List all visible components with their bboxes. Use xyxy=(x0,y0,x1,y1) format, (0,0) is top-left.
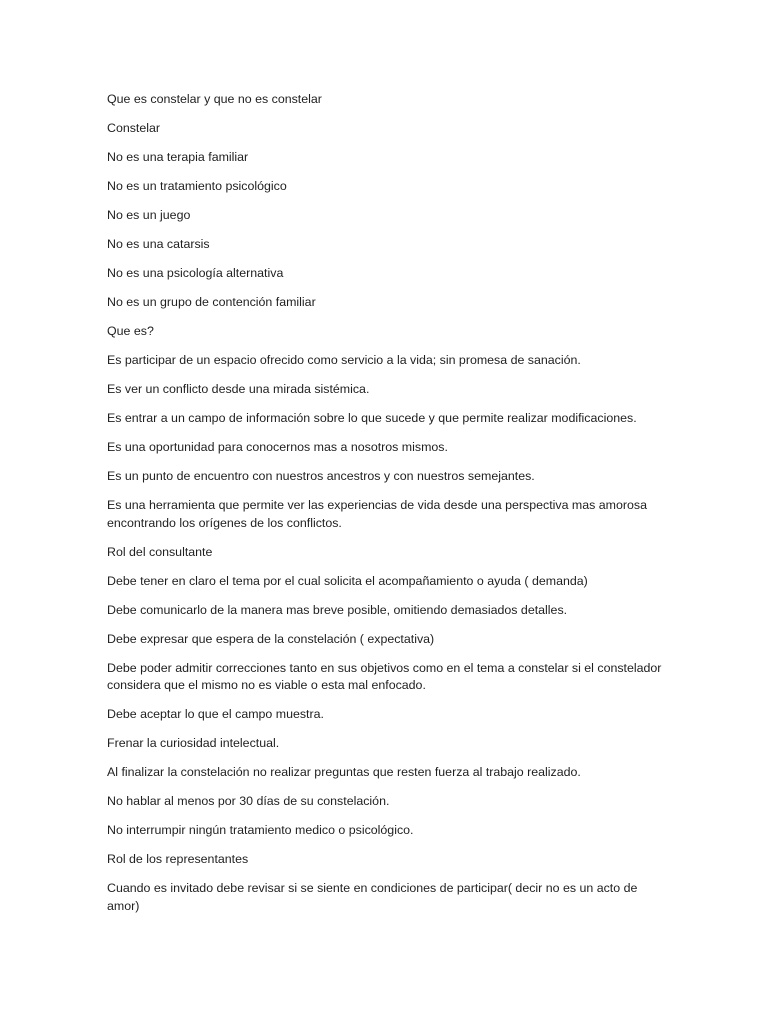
document-title: Que es constelar y que no es constelar xyxy=(107,92,322,106)
document-page xyxy=(107,91,667,927)
list-item: Es ver un conflicto desde una mirada sistémica. xyxy=(107,382,370,396)
list-item: No es una catarsis xyxy=(107,237,210,251)
list-item: Debe expresar que espera de la constelación ( expectativa) xyxy=(107,631,435,646)
section-heading-rol-representantes: Rol de los representantes xyxy=(107,852,249,866)
list-item: No es un tratamiento psicológico xyxy=(107,179,287,193)
list-item: Es un punto de encuentro con nuestros ancestros y con nuestros semejantes. xyxy=(107,469,535,483)
list-item: Debe tener en claro el tema por el cual solicita el acompañamiento o ayuda ( demanda) xyxy=(107,573,588,588)
list-item: No hablar al menos por 30 días de su constelación. xyxy=(107,794,390,808)
list-item: Frenar la curiosidad intelectual. xyxy=(107,736,280,750)
list-item: Cuando es invitado debe revisar si se siente en condiciones de participar( decir no es un acto de amor) xyxy=(107,881,638,913)
list-item: No es una psicología alternativa xyxy=(107,266,284,280)
section-heading-constelar: Constelar xyxy=(107,121,161,135)
list-item: Es una oportunidad para conocernos mas a nosotros mismos. xyxy=(107,440,448,454)
section-heading-rol-consultante: Rol del consultante xyxy=(107,544,213,559)
list-item: No es un juego xyxy=(107,208,191,222)
list-item: No interrumpir ningún tratamiento medico o psicológico. xyxy=(107,823,414,837)
list-item: Es una herramienta que permite ver las experiencias de vida desde una perspectiva mas amorosa encontrando los orígenes de los conflictos. xyxy=(107,498,647,530)
section-heading-que-es: Que es? xyxy=(107,324,154,338)
list-item: Es participar de un espacio ofrecido como servicio a la vida; sin promesa de sanación. xyxy=(107,353,581,367)
list-item: Debe comunicarlo de la manera mas breve posible, omitiendo demasiados detalles. xyxy=(107,602,568,617)
list-item: Es entrar a un campo de información sobre lo que sucede y que permite realizar modificaciones. xyxy=(107,411,637,425)
list-item: No es un grupo de contención familiar xyxy=(107,295,316,309)
list-item: No es una terapia familiar xyxy=(107,150,249,164)
list-item: Debe aceptar lo que el campo muestra. xyxy=(107,707,324,721)
list-item: Debe poder admitir correcciones tanto en sus objetivos como en el tema a constelar si el constelador considera que el mismo no es viable o esta mal enfocado. xyxy=(107,660,662,692)
list-item: Al finalizar la constelación no realizar preguntas que resten fuerza al trabajo realizado. xyxy=(107,765,581,779)
